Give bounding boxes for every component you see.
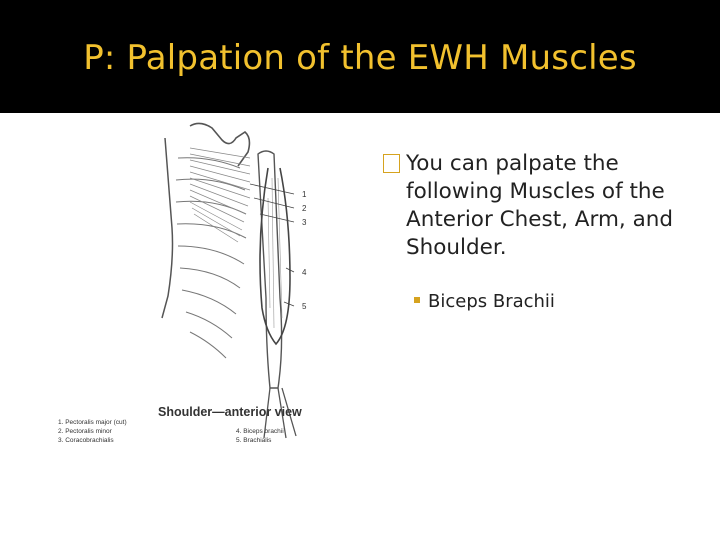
box-glyph-icon (383, 154, 400, 173)
sub-bullet-text: Biceps Brachii (428, 291, 555, 312)
main-bullet-text: You can palpate the following Muscles of the Anterior Chest, Arm, and Shoulder. (406, 151, 674, 260)
square-bullet-icon (414, 297, 420, 303)
legend-item-5: 5. Brachialis (236, 437, 272, 444)
callout-5: 5 (302, 302, 307, 311)
main-bullet (383, 150, 703, 262)
title-bar (0, 0, 720, 113)
callout-1: 1 (302, 190, 307, 199)
callout-2: 2 (302, 204, 307, 213)
figure-caption: Shoulder—anterior view (158, 405, 302, 419)
legend-item-3: 3. Coracobrachialis (58, 437, 114, 444)
slide-title: P: Palpation of the EWH Muscles (83, 38, 637, 78)
legend-item-4: 4. Biceps brachii (236, 428, 284, 435)
legend-item-2: 2. Pectoralis minor (58, 428, 112, 435)
callout-4: 4 (302, 268, 307, 277)
shoulder-anatomy-figure (40, 118, 340, 458)
sub-bullet (414, 290, 555, 314)
legend-item-1: 1. Pectoralis major (cut) (58, 419, 127, 426)
callout-3: 3 (302, 218, 307, 227)
